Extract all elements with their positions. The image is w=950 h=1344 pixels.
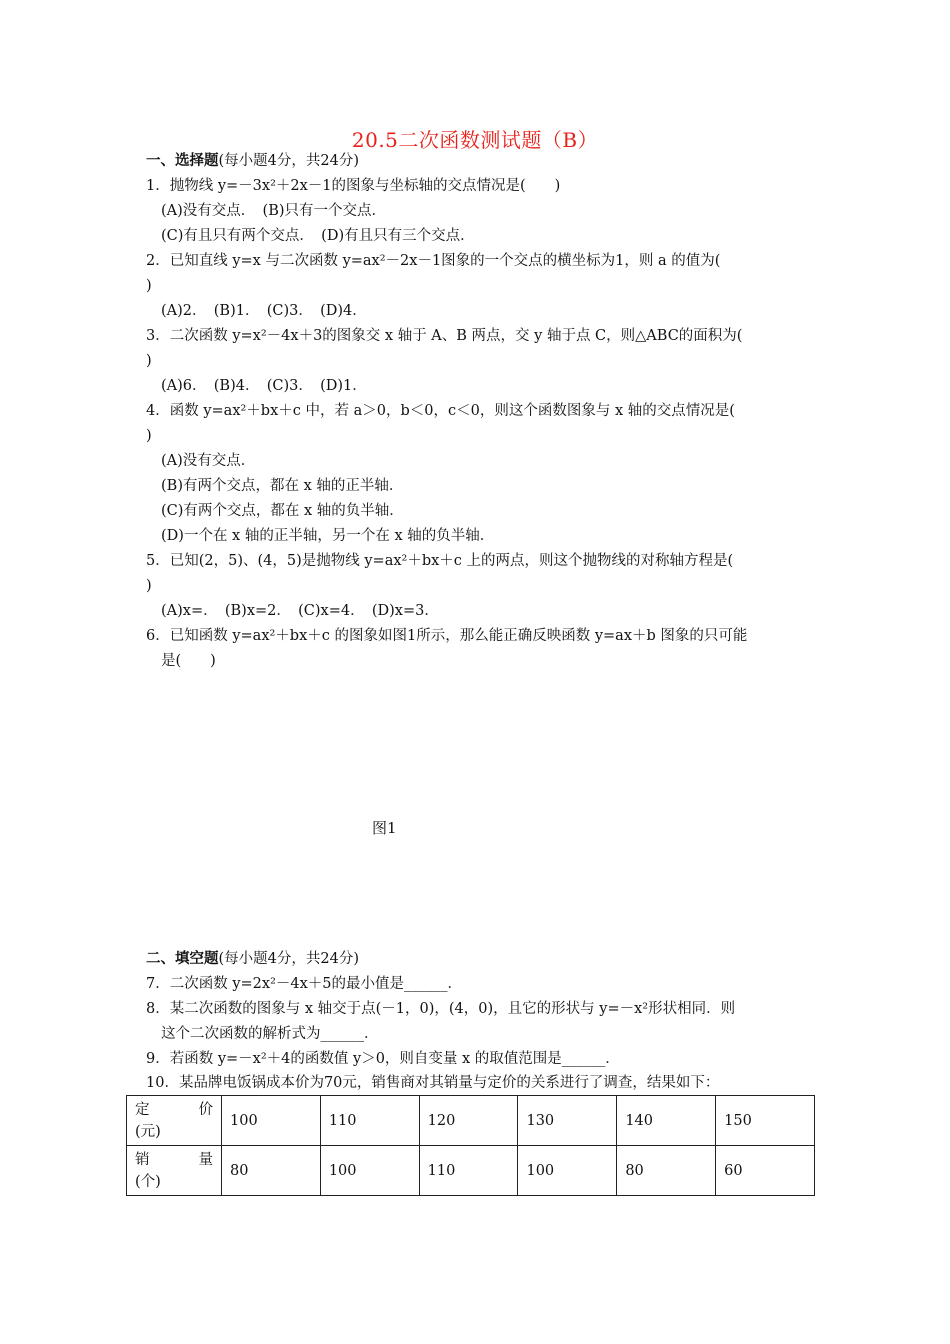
question-10: 10．某品牌电饭锅成本价为70元，销售商对其销量与定价的关系进行了调查，结果如下： — [146, 1075, 720, 1091]
question-4-option-d: (D)一个在 x 轴的正半轴，另一个在 x 轴的负半轴． — [161, 528, 495, 544]
table-cell: 120 — [419, 1096, 518, 1146]
question-4-option-a: (A)没有交点． — [161, 453, 256, 469]
table-cell: 60 — [716, 1146, 815, 1196]
question-1: 1．抛物线 y=－3x²＋2x－1的图象与坐标轴的交点情况是( ) — [146, 178, 561, 194]
table-cell: 130 — [518, 1096, 617, 1146]
row-header-price-unit: (元) — [135, 1123, 161, 1140]
row-header-price — [127, 1096, 222, 1146]
question-8: 8．某二次函数的图象与 x 轴交于点(－1，0)，(4，0)，且它的形状与 y=－x²形状相同．则 — [146, 1001, 736, 1017]
question-3-options: (A)6． (B)4． (C)3． (D)1． — [161, 378, 367, 394]
question-1-options-ab: (A)没有交点． (B)只有一个交点． — [161, 203, 387, 219]
section-2-title: 二、填空题 — [146, 950, 219, 967]
table-row-sales — [127, 1146, 815, 1196]
question-9: 9．若函数 y=－x²＋4的函数值 y＞0，则自变量 x 的取值范围是______． — [146, 1051, 620, 1067]
row-header-sales-char-2: 量 — [198, 1151, 213, 1168]
page-title: 20.5二次函数测试题（B） — [351, 128, 599, 152]
question-5-tail: ) — [146, 578, 152, 594]
price-sales-table — [126, 1095, 815, 1196]
question-4-tail: ) — [146, 428, 152, 444]
section-2-heading — [146, 949, 359, 969]
section-1-note: (每小题4分，共24分) — [218, 153, 359, 169]
question-8-tail: 这个二次函数的解析式为______． — [161, 1026, 379, 1042]
question-7: 7．二次函数 y=2x²－4x＋5的最小值是______． — [146, 976, 463, 992]
question-5-options: (A)x=． (B)x=2． (C)x=4． (D)x=3． — [161, 603, 439, 619]
row-header-sales — [127, 1146, 222, 1196]
question-2-options: (A)2． (B)1． (C)3． (D)4． — [161, 303, 367, 319]
question-3-tail: ) — [146, 353, 152, 369]
question-6-tail: 是( ) — [161, 653, 216, 669]
section-1-heading — [146, 151, 359, 171]
table-cell: 100 — [320, 1146, 419, 1196]
row-header-price-char-1: 定 — [135, 1101, 150, 1118]
question-4: 4．函数 y=ax²＋bx＋c 中，若 a＞0，b＜0，c＜0，则这个函数图象与 x 轴的交点情况是( — [146, 403, 735, 419]
question-4-option-b: (B)有两个交点，都在 x 轴的正半轴． — [161, 478, 404, 494]
table-cell: 140 — [617, 1096, 716, 1146]
table-cell: 100 — [518, 1146, 617, 1196]
table-row-price — [127, 1096, 815, 1146]
table-cell: 110 — [419, 1146, 518, 1196]
figure-label: 图1 — [372, 819, 397, 837]
table-cell: 80 — [617, 1146, 716, 1196]
question-2-tail: ) — [146, 278, 152, 294]
section-2-note: (每小题4分，共24分) — [218, 951, 359, 967]
table-cell: 150 — [716, 1096, 815, 1146]
question-2: 2．已知直线 y=x 与二次函数 y=ax²－2x－1图象的一个交点的横坐标为1，则 a 的值为( — [146, 253, 721, 269]
table-cell: 100 — [222, 1096, 321, 1146]
question-3: 3．二次函数 y=x²－4x＋3的图象交 x 轴于 A、B 两点，交 y 轴于点 C，则△ABC的面积为( — [146, 328, 743, 344]
question-1-options-cd: (C)有且只有两个交点． (D)有且只有三个交点． — [161, 228, 475, 244]
question-5: 5．已知(2，5)、(4，5)是抛物线 y=ax²＋bx＋c 上的两点，则这个抛物线的对称轴方程是( — [146, 553, 734, 569]
table-cell: 110 — [320, 1096, 419, 1146]
row-header-sales-char-1: 销 — [135, 1151, 150, 1168]
row-header-sales-unit: (个) — [135, 1173, 161, 1190]
question-6: 6．已知函数 y=ax²＋bx＋c 的图象如图1所示，那么能正确反映函数 y=ax＋b 图象的只可能 — [146, 628, 748, 644]
table-cell: 80 — [222, 1146, 321, 1196]
section-1-title: 一、选择题 — [146, 152, 219, 169]
question-4-option-c: (C)有两个交点，都在 x 轴的负半轴． — [161, 503, 404, 519]
row-header-price-char-2: 价 — [198, 1101, 213, 1118]
